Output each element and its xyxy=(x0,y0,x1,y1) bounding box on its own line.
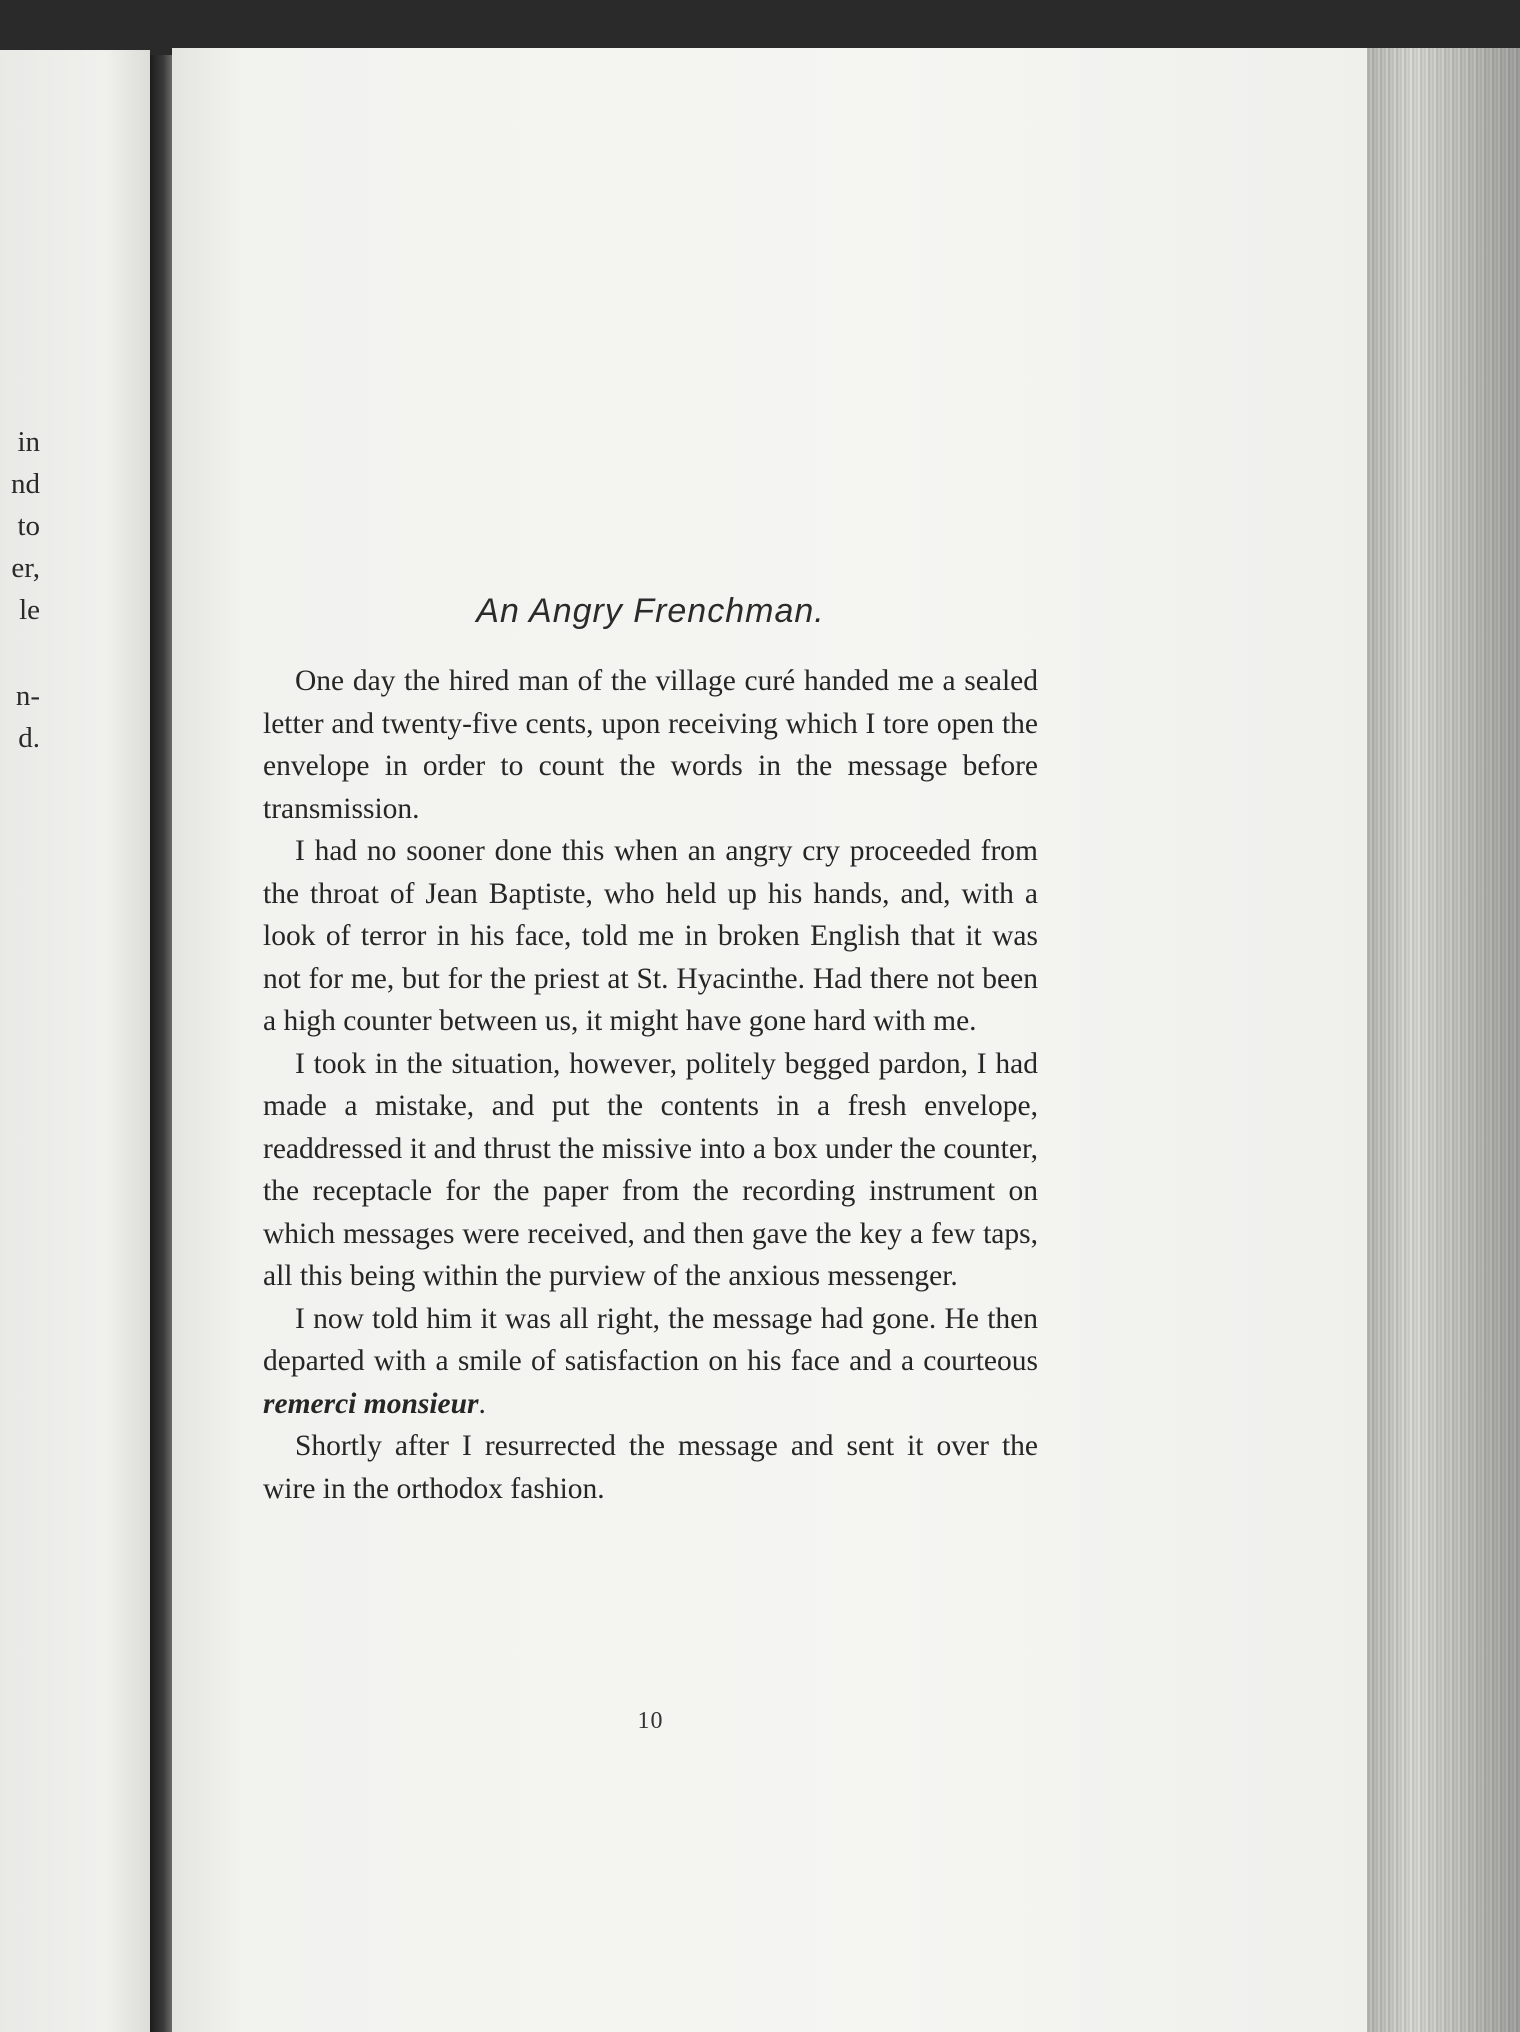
left-page-fragment: d. xyxy=(18,722,40,754)
paragraph: I had no sooner done this when an angry cry proceeded from the throat of Jean Baptiste, who held up his hands, and, with a look of terror in his face, told me in broken English that it was not for me, but for the priest at St. Hyacinthe. Had there not been a high counter between us, it might have gone hard with me. xyxy=(263,835,1038,1037)
left-page-fragment: er, xyxy=(11,552,40,584)
left-page-fragment: le xyxy=(19,594,40,626)
left-page-fragment: n- xyxy=(15,680,40,712)
chapter-title: An Angry Frenchman. xyxy=(476,592,825,630)
paragraph: One day the hired man of the village curé handed me a sealed letter and twenty-five cents, upon receiving which I tore open the envelope in order to count the words in the message before transmission. xyxy=(263,665,1038,825)
paragraph: I took in the situation, however, politely begged pardon, I had made a mistake, and put the contents in a fresh envelope, readdressed it and thrust the missive into a box under the counter, the receptacle for the paper from the recording instrument on which messages were received, and then gave the key a few taps, all this being within the purview of the anxious messenger. xyxy=(263,1047,1038,1292)
paragraph xyxy=(263,1298,1038,1426)
left-page-fragment: to xyxy=(17,510,40,542)
body-text xyxy=(263,660,1038,1510)
book-gutter xyxy=(150,55,172,2032)
paragraph-text: . xyxy=(478,1387,486,1420)
page-number: 10 xyxy=(637,1708,664,1734)
page-edges xyxy=(1367,48,1520,2032)
left-page-fragment: nd xyxy=(11,468,40,500)
paragraph-text: I now told him it was all right, the message had gone. He then departed with a smile of satisfaction on his face and a courteous xyxy=(263,1302,1038,1377)
left-page-fragment: in xyxy=(17,426,40,458)
left-page xyxy=(0,50,150,2032)
italic-phrase: remerci monsieur xyxy=(263,1387,479,1420)
paragraph: Shortly after I resurrected the message and sent it over the wire in the orthodox fashion. xyxy=(263,1430,1038,1505)
